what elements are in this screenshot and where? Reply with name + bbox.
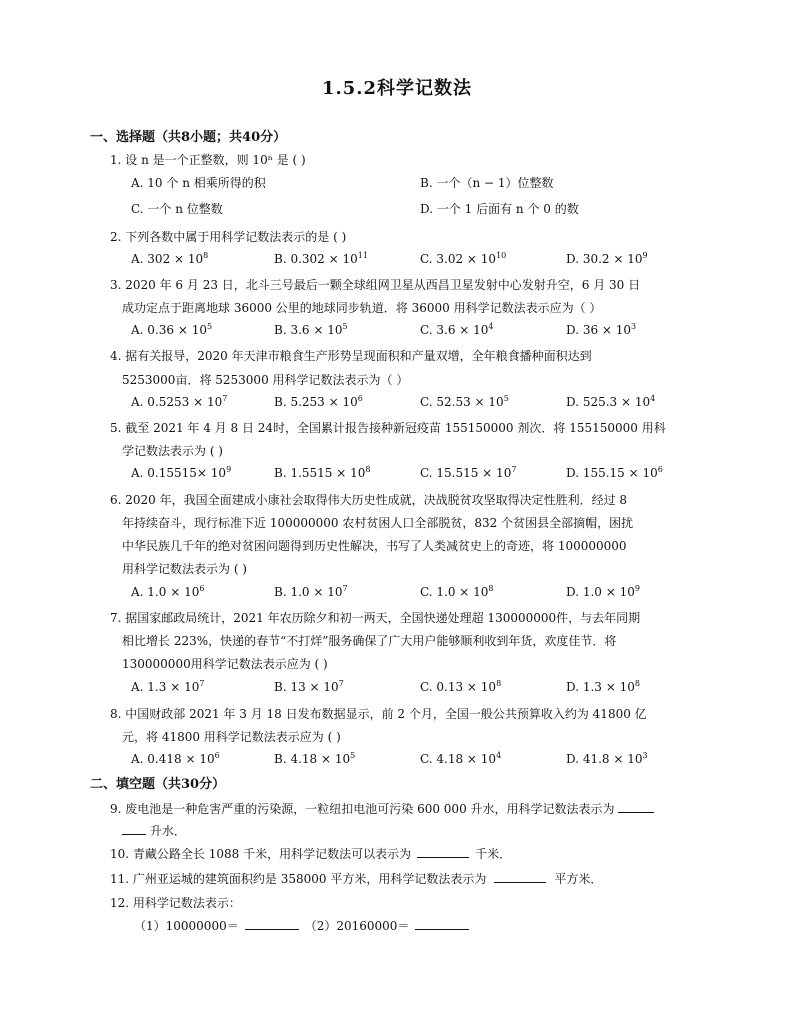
question-3-option-d: D. $36 \times 10^3$ — [566, 322, 637, 337]
question-4-stem-line-1: 4. 据有关报导，2020 年天津市粮食生产形势呈现面积和产量双增，全年粮食播种面积达到 — [110, 349, 592, 363]
question-3-stem-line-2: 成功定点于距离地球 36000 公里的地球同步轨道．将 36000 用科学记数法表示应为（ ） — [122, 301, 602, 315]
question-1-option-c: C. 一个 n 位整数 — [131, 202, 223, 216]
question-6-stem-line-2: 年持续奋斗，现行标准下近 100000000 农村贫困人口全部脱贫，832 个贫困县全部摘帽，困扰 — [122, 516, 634, 530]
question-3-stem-line-1: 3. 2020 年 6 月 23 日，北斗三号最后一颗全球组网卫星从西昌卫星发射中心发射升空，6 月 30 日 — [110, 278, 641, 292]
question-6-option-a: A. $1.0 \times 10^6$ — [131, 584, 205, 599]
question-10: 10. 青藏公路全长 1088 千米，用科学记数法可以表示为 千米． — [110, 847, 512, 861]
question-1-option-a: A. 10 个 n 相乘所得的积 — [131, 176, 266, 190]
question-2-option-c: C. $3.02 \times 10^{10}$ — [420, 251, 507, 266]
question-7-option-b: B. $13 \times 10^7$ — [274, 679, 344, 694]
question-5-option-d: D. $155.15 \times 10^6$ — [566, 465, 663, 480]
question-3-option-c: C. $3.6 \times 10^4$ — [420, 322, 494, 337]
question-8-option-d: D. $41.8 \times 10^3$ — [566, 751, 648, 766]
question-9-blank-part-2[interactable] — [122, 823, 146, 835]
question-9-blank-part-1[interactable] — [618, 801, 654, 813]
question-4-stem-line-2: 5253000亩．将 5253000 用科学记数法表示为（ ） — [122, 373, 409, 387]
question-9-stem-line-1: 9. 废电池是一种危害严重的污染源，一粒纽扣电池可污染 600 000 升水，用科学记数法表示为 — [110, 801, 654, 817]
question-8-stem-line-1: 8. 中国财政部 2021 年 3 月 18 日发布数据显示，前 2 个月，全国一般公共预算收入约为 41800 亿 — [110, 707, 647, 721]
question-11: 11. 广州亚运城的建筑面积约是 358000 平方米，用科学记数法表示为 平方米． — [110, 872, 603, 886]
question-5-stem-line-2: 学记数法表示为 ( ) — [122, 444, 223, 458]
question-8-stem-line-2: 元，将 41800 用科学记数法表示应为 ( ) — [122, 730, 341, 744]
question-5-option-b: B. $1.5515 \times 10^8$ — [274, 465, 371, 480]
question-8-option-a: A. $0.418 \times 10^6$ — [131, 751, 220, 766]
question-12-parts: （1）10000000＝ （2）20160000＝ — [134, 918, 469, 934]
question-1-stem: 1. 设 n 是一个正整数，则 10ⁿ 是 ( ) — [110, 153, 306, 167]
question-8-option-b: B. $4.18 \times 10^5$ — [274, 751, 356, 766]
page-title: 1.5.2科学记数法 — [321, 78, 473, 99]
question-2-stem: 2. 下列各数中属于用科学记数法表示的是 ( ) — [110, 230, 347, 244]
question-5-stem-line-1: 5. 截至 2021 年 4 月 8 日 24时，全国累计报告接种新冠疫苗 155150000 剂次．将 155150000 用科 — [110, 421, 666, 435]
section-heading-fill-in: 二、填空题（共30分） — [90, 777, 226, 792]
question-10-blank[interactable] — [417, 846, 469, 858]
question-3-option-b: B. $3.6 \times 10^5$ — [274, 322, 348, 337]
question-5-option-c: C. $15.515 \times 10^7$ — [420, 465, 517, 480]
question-4-option-c: C. $52.53 \times 10^5$ — [420, 394, 509, 409]
question-3-option-a: A. $0.36 \times 10^5$ — [131, 322, 213, 337]
question-6-option-c: C. $1.0 \times 10^8$ — [420, 584, 494, 599]
question-2-option-a: A. $302 \times 10^8$ — [131, 251, 209, 266]
question-11-blank[interactable] — [494, 871, 546, 883]
question-7-option-d: D. $1.3 \times 10^8$ — [566, 679, 640, 694]
question-12-blank-2[interactable] — [415, 918, 469, 930]
section-heading-choice: 一、选择题（共8小题；共40分） — [90, 130, 287, 145]
question-12-blank-1[interactable] — [245, 918, 299, 930]
question-7-stem-line-3: 130000000用科学记数法表示应为 ( ) — [122, 657, 328, 671]
question-6-stem-line-4: 用科学记数法表示为 ( ) — [122, 562, 247, 576]
question-6-option-b: B. $1.0 \times 10^7$ — [274, 584, 348, 599]
question-2-option-d: D. $30.2 \times 10^9$ — [566, 251, 648, 266]
question-2-option-b: B. $0.302 \times 10^{11}$ — [274, 251, 368, 266]
question-8-option-c: C. $4.18 \times 10^4$ — [420, 751, 502, 766]
question-7-option-c: C. $0.13 \times 10^8$ — [420, 679, 502, 694]
question-4-option-b: B. $5.253 \times 10^6$ — [274, 394, 363, 409]
question-7-stem-line-1: 7. 据国家邮政局统计，2021 年农历除夕和初一两天，全国快递处理超 130000000件，与去年同期 — [110, 611, 641, 625]
question-4-option-d: D. $525.3 \times 10^4$ — [566, 394, 656, 409]
question-1-option-d: D. 一个 1 后面有 n 个 0 的数 — [420, 202, 579, 216]
question-6-stem-line-3: 中华民族几千年的绝对贫困问题得到历史性解决，书写了人类减贫史上的奇迹，将 100000000 — [122, 539, 627, 553]
question-12-stem: 12. 用科学记数法表示： — [110, 896, 241, 910]
question-4-option-a: A. $0.5253 \times 10^7$ — [131, 394, 228, 409]
question-5-option-a: A. $0.15515\times 10^9$ — [131, 465, 232, 480]
question-7-stem-line-2: 相比增长 223%，快递的春节“不打烊”服务确保了广大用户能够顺利收到年货，欢度佳节．将 — [122, 634, 617, 648]
question-6-stem-line-1: 6. 2020 年，我国全面建成小康社会取得伟大历史性成就，决战脱贫攻坚取得决定性胜利．经过 8 — [110, 493, 628, 507]
question-1-option-b: B. 一个（n − 1）位整数 — [420, 176, 554, 190]
question-7-option-a: A. $1.3 \times 10^7$ — [131, 679, 205, 694]
question-9-stem-line-2: 升水． — [122, 823, 186, 839]
question-6-option-d: D. $1.0 \times 10^9$ — [566, 584, 640, 599]
